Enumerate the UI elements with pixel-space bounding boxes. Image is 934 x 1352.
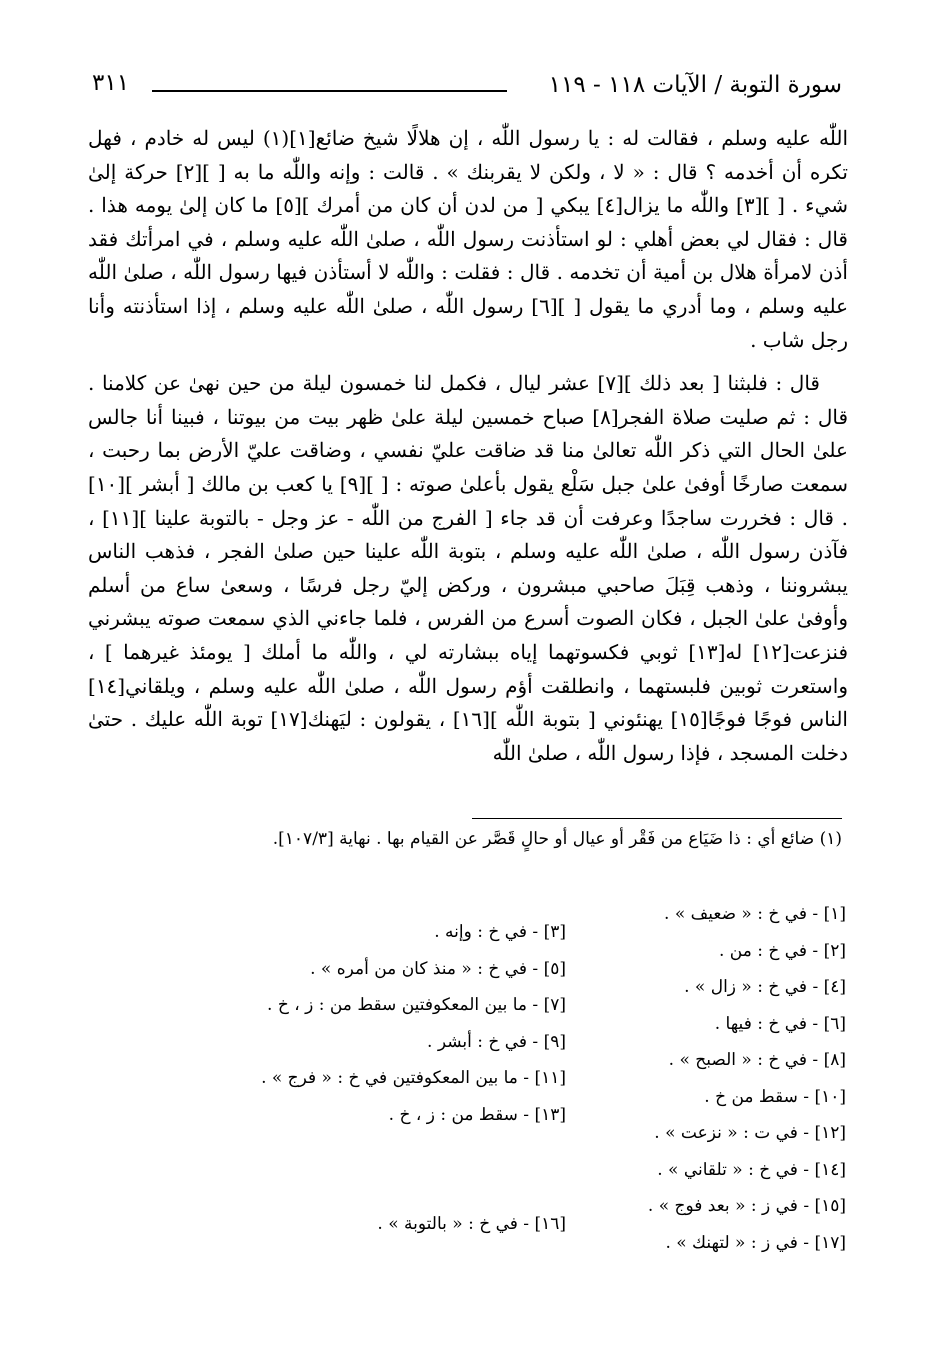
page-header xyxy=(92,66,842,106)
variant-note: [١٦] - في خ : « بالتوبة » . xyxy=(377,1214,566,1234)
variant-note: [١٥] - في ز : « بعد فوج » . xyxy=(647,1196,846,1216)
variant-note: [٩] - في خ : أبشر . xyxy=(427,1031,566,1052)
variant-note: [١] - في خ : « ضعيف » . xyxy=(664,904,846,924)
variant-note: [٢] - في خ : من . xyxy=(718,940,846,961)
variant-note: [٦] - في خ : فيها . xyxy=(714,1013,846,1034)
variant-note: [١٤] - في خ : « تلقاني » . xyxy=(657,1159,846,1180)
footnote-rule xyxy=(472,818,842,819)
main-text xyxy=(88,122,848,770)
variant-note: [١٧] - في ز : « لتهنك » . xyxy=(665,1232,846,1253)
variant-note: [١١] - ما بين المعكوفتين في خ : « فرج » . xyxy=(261,1068,566,1088)
paragraph-1: اللّٰه عليه وسلم ، فقالت له : يا رسول اللّٰه ، إن هلالًا شيخ ضائع[١](١) ليس له خادم ، فهل تكره أن أخدمه ؟ قال : « لا ، ولكن لا يقربنك » . قالت : وإنه واللّٰه ما به [ ][٢] حركة إلىٰ شيء . [ ][٣] واللّٰه ما يزال[٤] يبكي [ من لدن أن كان من أمرك ][٥] ما كان إلىٰ يومه هذا . قال : فقال لي بعض أهلي : لو استأذنت رسول اللّٰه ، صلىٰ اللّٰه عليه وسلم ، في امرأتك فقد أذن لامرأة هلال بن أمية أن تخدمه . قال : فقلت : واللّٰه لا أستأذن فيها رسول اللّٰه ، صلىٰ اللّٰه عليه وسلم ، وما أدري ما يقول [ ][٦] رسول اللّٰه ، صلىٰ اللّٰه عليه وسلم ، إذا استأذنته وأنا رجل شاب . xyxy=(88,126,849,352)
variant-notes xyxy=(106,896,846,1261)
variant-note: [٨] - في خ : « الصبح » . xyxy=(668,1050,846,1070)
variant-note xyxy=(126,1133,566,1170)
variant-note: [٧] - ما بين المعكوفتين سقط من : ز ، خ . xyxy=(267,995,566,1015)
variant-note: [١٠] - سقط من خ . xyxy=(704,1086,846,1107)
running-title: سورة التوبة / الآيات ١١٨ - ١١٩ xyxy=(548,72,842,98)
paragraph-2: قال : فلبثنا [ بعد ذلك ][٧] عشر ليال ، فكمل لنا خمسون ليلة من حين نهىٰ عن كلامنا . قال : ثم صليت صلاة الفجر[٨] صباح خمسين ليلة علىٰ ظهر بيت من بيوتنا ، فبينا أنا جالس علىٰ الحال التي ذكر اللّٰه تعالىٰ منا قد ضاقت عليّ نفسي ، وضاقت عليّ الأرض بما رحبت ، سمعت صارخًا أوفىٰ علىٰ جبل سَلْع يقول بأعلىٰ صوته : [ ][٩] يا كعب بن مالك [ أبشر ][١٠] . قال : فخررت ساجدًا وعرفت أن قد جاء [ الفرج من اللّٰه - عز وجل - بالتوبة علينا ][١١] ، فآذن رسول اللّٰه ، صلىٰ اللّٰه عليه وسلم ، بتوبة اللّٰه علينا حين صلىٰ الفجر ، فذهب الناس يبشروننا ، وذهب قِبَلَ صاحبي مبشرون ، وركض إليّ رجل فرسًا ، وسعىٰ ساع من أسلم وأوفىٰ علىٰ الجبل ، فكان الصوت أسرع من الفرس ، فلما جاءني الذي سمعت صوته يبشرني فنزعت[١٢] له[١٣] ثوبي فكسوتهما إياه ببشارته لي ، واللّٰه ما أملك [ يومئذ غيرهما ] ، واستعرت ثوبين فلبستهما ، وانطلقت أؤم رسول اللّٰه ، صلىٰ اللّٰه عليه وسلم ، ويلقاني[١٤] الناس فوجًا فوجًا[١٥] يهنئوني [ بتوبة اللّٰه ][١٦] ، يقولون : ليَهنك[١٧] توبة اللّٰه عليك . حتىٰ دخلت المسجد ، فإذا رسول اللّٰه ، صلىٰ اللّٰه xyxy=(88,371,849,765)
variant-note: [١٢] - في ت : « نزعت » . xyxy=(654,1123,846,1143)
variant-note: [٣] - في خ : وإنه . xyxy=(434,922,566,942)
variant-note: [٥] - في خ : « منذ كان من أمره » . xyxy=(310,958,566,979)
page-number: ٣١١ xyxy=(92,70,130,96)
variant-note: [١٣] - سقط من : ز ، خ . xyxy=(388,1104,566,1125)
footnote: (١) ضائع أي : ذا ضَيَاع من فَقْر أو عيال أو حالٍ قَصَّر عن القيام بها . نهاية [١٠٧/٣]. xyxy=(272,829,842,849)
variant-note: [٤] - في خ : « زال » . xyxy=(684,977,846,997)
variant-note xyxy=(126,1170,566,1207)
variant-column-right xyxy=(606,896,846,1261)
variant-column-left xyxy=(126,896,566,1261)
header-rule xyxy=(152,90,507,92)
